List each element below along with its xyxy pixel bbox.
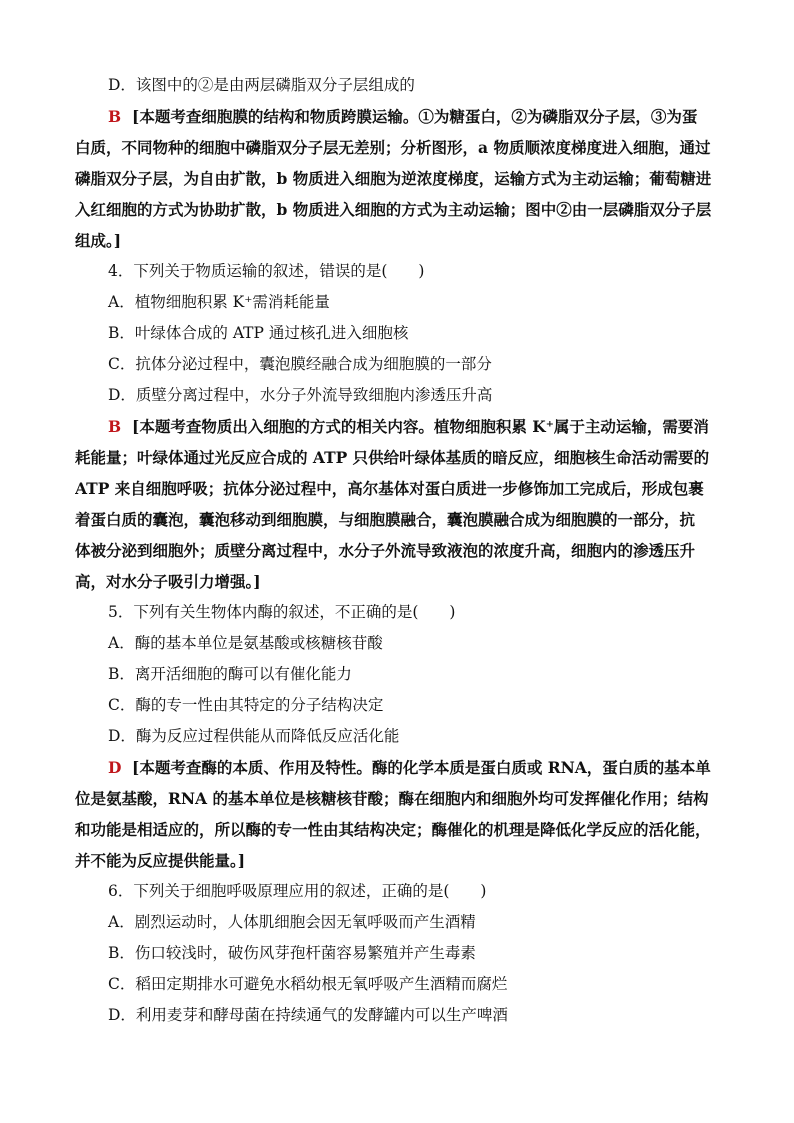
option-b: B．伤口较浅时，破伤风芽孢杆菌容易繁殖并产生毒素 bbox=[108, 944, 476, 962]
option-b: B．离开活细胞的酶可以有催化能力 bbox=[108, 665, 352, 683]
answer-letter: D bbox=[108, 758, 122, 777]
explanation-line: ATP 来自细胞呼吸；抗体分泌过程中，高尔基体对蛋白质进一步修饰加工完成后，形成包裹 bbox=[75, 479, 704, 498]
explanation-line: 体被分泌到细胞外；质壁分离过程中，水分子外流导致液泡的浓度升高，细胞内的渗透压升 bbox=[75, 541, 696, 560]
option-d: D．酶为反应过程供能从而降低反应活化能 bbox=[108, 727, 400, 745]
question-6: 6．下列关于细胞呼吸原理应用的叙述，正确的是( ) bbox=[108, 882, 487, 900]
explanation-line: 磷脂双分子层，为自由扩散，b 物质进入细胞为逆浓度梯度，运输方式为主动运输；葡萄糖进 bbox=[75, 169, 712, 188]
explanation-text: [本题考查物质出入细胞的方式的相关内容。植物细胞积累 K⁺属于主动运输，需要消 bbox=[132, 417, 709, 436]
option-d: D．质壁分离过程中，水分子外流导致细胞内渗透压升高 bbox=[108, 386, 493, 404]
explanation-line: 耗能量；叶绿体通过光反应合成的 ATP 只供给叶绿体基质的暗反应，细胞核生命活动需要的 bbox=[75, 448, 710, 467]
explanation-line: 白质，不同物种的细胞中磷脂双分子层无差别；分析图形，a 物质顺浓度梯度进入细胞，通过 bbox=[75, 138, 711, 157]
explanation-line: 组成。] bbox=[75, 231, 122, 250]
explanation-line: 高，对水分子吸引力增强。] bbox=[75, 572, 261, 591]
option-a: A．植物细胞积累 K⁺需消耗能量 bbox=[108, 293, 330, 311]
option-b: B．叶绿体合成的 ATP 通过核孔进入细胞核 bbox=[108, 324, 409, 342]
explanation-line: 和功能是相适应的，所以酶的专一性由其结构决定；酶催化的机理是降低化学反应的活化能， bbox=[75, 820, 711, 839]
answer-explanation bbox=[75, 411, 725, 442]
question-4: 4．下列关于物质运输的叙述，错误的是( ) bbox=[108, 262, 425, 280]
answer-explanation bbox=[75, 752, 725, 783]
answer-letter: B bbox=[108, 417, 122, 436]
answer-letter: B bbox=[108, 107, 122, 126]
explanation-line: 并不能为反应提供能量。] bbox=[75, 851, 246, 870]
option-c: C．酶的专一性由其特定的分子结构决定 bbox=[108, 696, 384, 714]
explanation-text: [本题考查细胞膜的结构和物质跨膜运输。①为糖蛋白，②为磷脂双分子层，③为蛋 bbox=[132, 107, 698, 126]
option-c: C．稻田定期排水可避免水稻幼根无氧呼吸产生酒精而腐烂 bbox=[108, 975, 508, 993]
option-c: C．抗体分泌过程中，囊泡膜经融合成为细胞膜的一部分 bbox=[108, 355, 492, 373]
option-d: D．利用麦芽和酵母菌在持续通气的发酵罐内可以生产啤酒 bbox=[108, 1006, 508, 1024]
option-d: D．该图中的②是由两层磷脂双分子层组成的 bbox=[108, 76, 415, 94]
question-5: 5．下列有关生物体内酶的叙述，不正确的是( ) bbox=[108, 603, 456, 621]
option-a: A．剧烈运动时，人体肌细胞会因无氧呼吸而产生酒精 bbox=[108, 913, 476, 931]
document-page bbox=[75, 70, 725, 1031]
answer-explanation bbox=[75, 101, 725, 132]
explanation-line: 位是氨基酸，RNA 的基本单位是核糖核苷酸；酶在细胞内和细胞外均可发挥催化作用；结构 bbox=[75, 789, 709, 808]
option-a: A．酶的基本单位是氨基酸或核糖核苷酸 bbox=[108, 634, 383, 652]
explanation-line: 着蛋白质的囊泡，囊泡移动到细胞膜，与细胞膜融合，囊泡膜融合成为细胞膜的一部分，抗 bbox=[75, 510, 696, 529]
explanation-text: [本题考查酶的本质、作用及特性。酶的化学本质是蛋白质或 RNA，蛋白质的基本单 bbox=[132, 758, 711, 777]
explanation-line: 入红细胞的方式为协助扩散，b 物质进入细胞的方式为主动运输；图中②由一层磷脂双分子层 bbox=[75, 200, 712, 219]
